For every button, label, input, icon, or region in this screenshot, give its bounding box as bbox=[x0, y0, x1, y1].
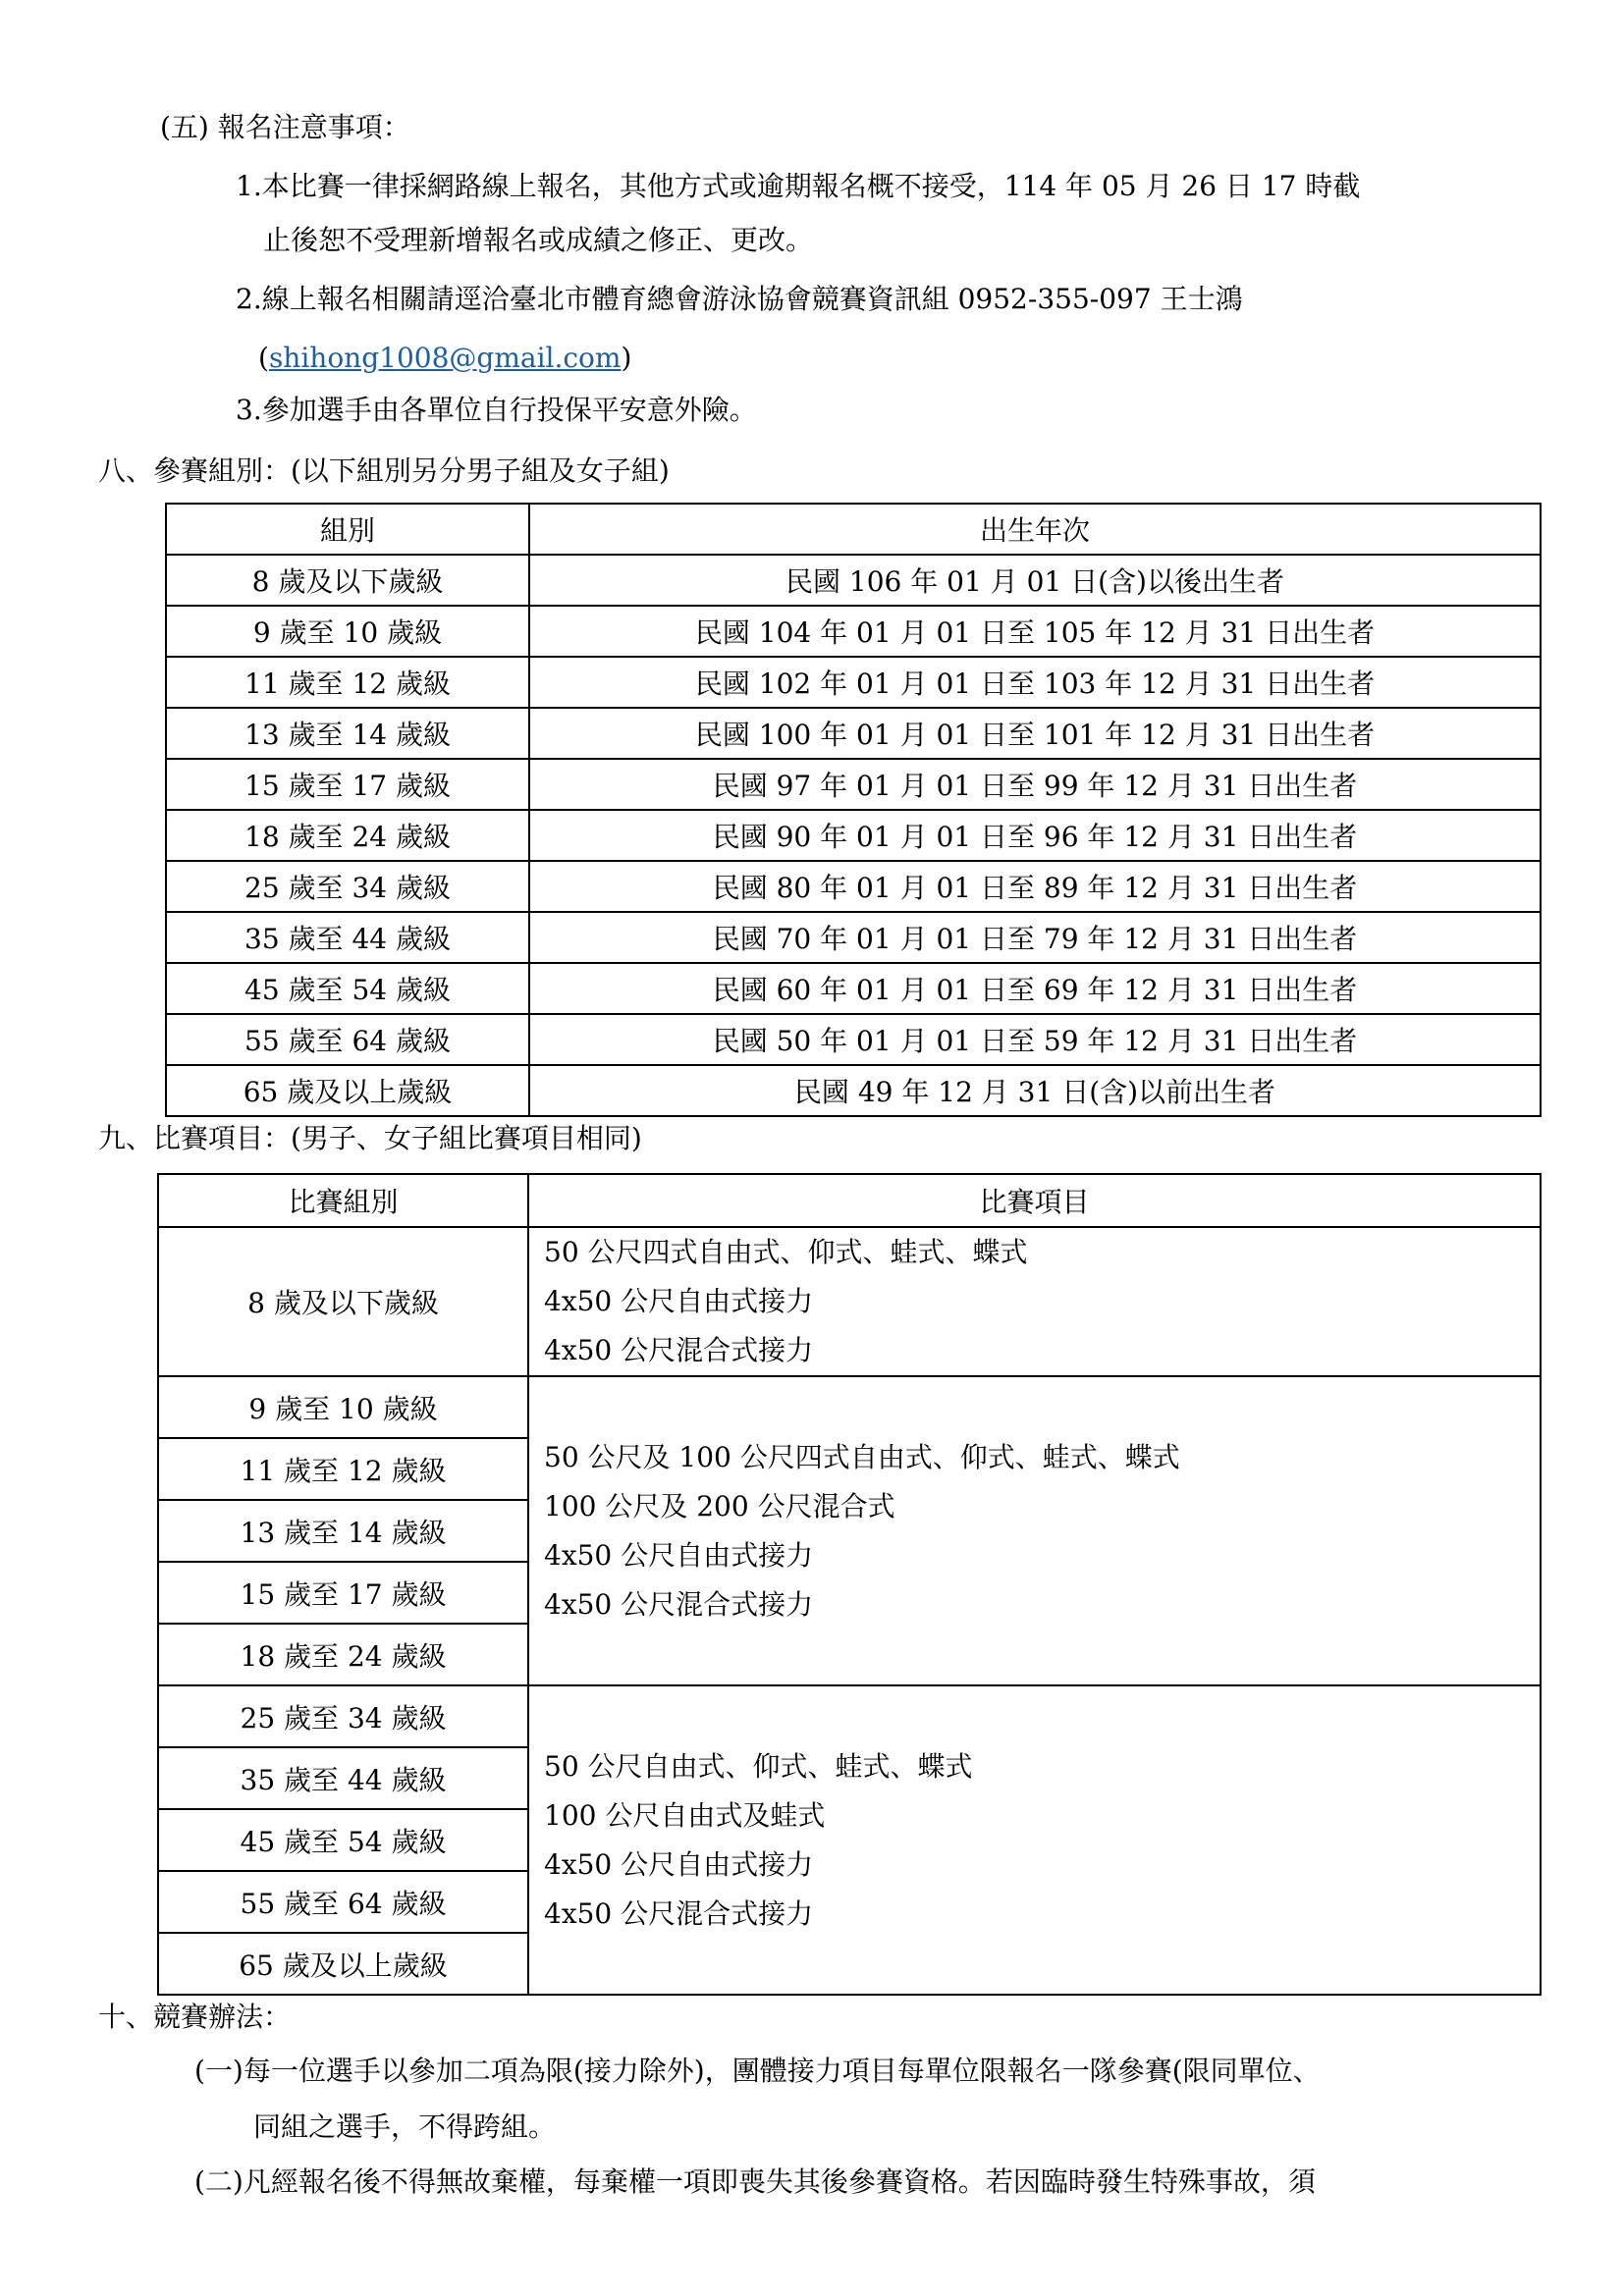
group-cell: 18 歲至 24 歲級 bbox=[166, 810, 529, 861]
age-group-table bbox=[165, 503, 1542, 1117]
group-cell: 65 歲及以上歲級 bbox=[158, 1933, 528, 1995]
group-cell: 35 歲至 44 歲級 bbox=[166, 912, 529, 963]
event-line: 50 公尺四式自由式、仰式、蛙式、蝶式 bbox=[544, 1236, 1028, 1268]
table-row bbox=[166, 963, 1541, 1014]
table-row bbox=[166, 1065, 1541, 1116]
event-line: 50 公尺及 100 公尺四式自由式、仰式、蛙式、蝶式 bbox=[544, 1440, 1180, 1473]
email-link[interactable]: shihong1008@gmail.com bbox=[268, 342, 622, 374]
group-cell: 25 歲至 34 歲級 bbox=[166, 861, 529, 912]
section9-heading: 九、比賽項目：(男子、女子組比賽項目相同) bbox=[98, 1122, 642, 1154]
group-cell: 15 歲至 17 歲級 bbox=[158, 1562, 528, 1624]
group-cell: 13 歲至 14 歲級 bbox=[166, 708, 529, 759]
section10-item1-line2: 同組之選手，不得跨組。 bbox=[253, 2110, 557, 2143]
table-row bbox=[158, 1685, 1541, 1747]
group-cell: 25 歲至 34 歲級 bbox=[158, 1685, 528, 1747]
group-cell: 55 歲至 64 歲級 bbox=[158, 1871, 528, 1933]
birth-cell: 民國 50 年 01 月 01 日至 59 年 12 月 31 日出生者 bbox=[529, 1014, 1541, 1065]
table-row bbox=[166, 861, 1541, 912]
section10-heading: 十、競賽辦法： bbox=[98, 2001, 292, 2033]
event-line: 4x50 公尺混合式接力 bbox=[544, 1896, 814, 1930]
paren-open: ( bbox=[258, 342, 269, 374]
events-cell bbox=[528, 1376, 1541, 1685]
section5-item1-line2: 止後恕不受理新增報名或成績之修正、更改。 bbox=[263, 224, 814, 256]
group-cell: 13 歲至 14 歲級 bbox=[158, 1500, 528, 1562]
table-row bbox=[166, 657, 1541, 708]
section5-item2-line1: 2.線上報名相關請逕洽臺北市體育總會游泳協會競賽資訊組 0952-355-097 王士鴻 bbox=[236, 283, 1243, 315]
birth-cell: 民國 60 年 01 月 01 日至 69 年 12 月 31 日出生者 bbox=[529, 963, 1541, 1014]
group-cell: 45 歲至 54 歲級 bbox=[166, 963, 529, 1014]
group-cell: 45 歲至 54 歲級 bbox=[158, 1809, 528, 1871]
event-line: 4x50 公尺自由式接力 bbox=[544, 1538, 814, 1572]
table-row bbox=[166, 606, 1541, 657]
table-row bbox=[166, 555, 1541, 606]
header-birth: 出生年次 bbox=[529, 504, 1541, 555]
section10-item2-line1: (二)凡經報名後不得無故棄權，每棄權一項即喪失其後參賽資格。若因臨時發生特殊事故，須 bbox=[194, 2165, 1316, 2198]
table-row bbox=[166, 1014, 1541, 1065]
event-line: 4x50 公尺自由式接力 bbox=[544, 1285, 814, 1317]
events-cell bbox=[528, 1685, 1541, 1995]
header-category: 比賽組別 bbox=[158, 1174, 528, 1227]
events-table bbox=[157, 1173, 1542, 1996]
birth-cell: 民國 80 年 01 月 01 日至 89 年 12 月 31 日出生者 bbox=[529, 861, 1541, 912]
birth-cell: 民國 70 年 01 月 01 日至 79 年 12 月 31 日出生者 bbox=[529, 912, 1541, 963]
birth-cell: 民國 102 年 01 月 01 日至 103 年 12 月 31 日出生者 bbox=[529, 657, 1541, 708]
header-events: 比賽項目 bbox=[528, 1174, 1541, 1227]
group-cell: 18 歲至 24 歲級 bbox=[158, 1624, 528, 1685]
event-line: 100 公尺及 200 公尺混合式 bbox=[544, 1489, 895, 1522]
table-header-row bbox=[158, 1174, 1541, 1227]
birth-cell: 民國 90 年 01 月 01 日至 96 年 12 月 31 日出生者 bbox=[529, 810, 1541, 861]
table-row bbox=[166, 912, 1541, 963]
group-cell: 8 歲及以下歲級 bbox=[166, 555, 529, 606]
birth-cell: 民國 49 年 12 月 31 日(含)以前出生者 bbox=[529, 1065, 1541, 1116]
event-line: 100 公尺自由式及蛙式 bbox=[544, 1798, 826, 1832]
event-line: 50 公尺自由式、仰式、蛙式、蝶式 bbox=[544, 1749, 973, 1783]
section5-item2-line2 bbox=[258, 339, 631, 378]
group-cell: 15 歲至 17 歲級 bbox=[166, 759, 529, 810]
paren-close: ) bbox=[621, 342, 632, 374]
table-row bbox=[166, 810, 1541, 861]
section8-heading: 八、參賽組別：(以下組別另分男子組及女子組) bbox=[98, 454, 670, 487]
birth-cell: 民國 100 年 01 月 01 日至 101 年 12 月 31 日出生者 bbox=[529, 708, 1541, 759]
table-row bbox=[158, 1376, 1541, 1438]
group-cell: 11 歲至 12 歲級 bbox=[158, 1438, 528, 1500]
group-cell: 11 歲至 12 歲級 bbox=[166, 657, 529, 708]
table-row bbox=[158, 1227, 1541, 1376]
group-cell: 65 歲及以上歲級 bbox=[166, 1065, 529, 1116]
table-row bbox=[166, 759, 1541, 810]
birth-cell: 民國 106 年 01 月 01 日(含)以後出生者 bbox=[529, 555, 1541, 606]
event-line: 4x50 公尺自由式接力 bbox=[544, 1847, 814, 1881]
group-cell: 55 歲至 64 歲級 bbox=[166, 1014, 529, 1065]
section5-item3: 3.參加選手由各單位自行投保平安意外險。 bbox=[236, 394, 757, 426]
events-cell bbox=[528, 1227, 1541, 1376]
group-cell: 35 歲至 44 歲級 bbox=[158, 1747, 528, 1809]
section5-item1-line1: 1.本比賽一律採網路線上報名，其他方式或逾期報名概不接受，114 年 05 月 26 日 17 時截 bbox=[236, 170, 1361, 202]
event-line: 4x50 公尺混合式接力 bbox=[544, 1334, 814, 1366]
group-cell: 9 歲至 10 歲級 bbox=[158, 1376, 528, 1438]
section5-title: (五) 報名注意事項： bbox=[160, 111, 410, 143]
table-row bbox=[166, 708, 1541, 759]
header-group: 組別 bbox=[166, 504, 529, 555]
section10-item1-line1: (一)每一位選手以參加二項為限(接力除外)，團體接力項目每單位限報名一隊參賽(限同單位、 bbox=[194, 2055, 1321, 2087]
group-cell: 8 歲及以下歲級 bbox=[158, 1227, 528, 1376]
table-header-row bbox=[166, 504, 1541, 555]
group-cell: 9 歲至 10 歲級 bbox=[166, 606, 529, 657]
birth-cell: 民國 97 年 01 月 01 日至 99 年 12 月 31 日出生者 bbox=[529, 759, 1541, 810]
event-line: 4x50 公尺混合式接力 bbox=[544, 1587, 814, 1621]
birth-cell: 民國 104 年 01 月 01 日至 105 年 12 月 31 日出生者 bbox=[529, 606, 1541, 657]
